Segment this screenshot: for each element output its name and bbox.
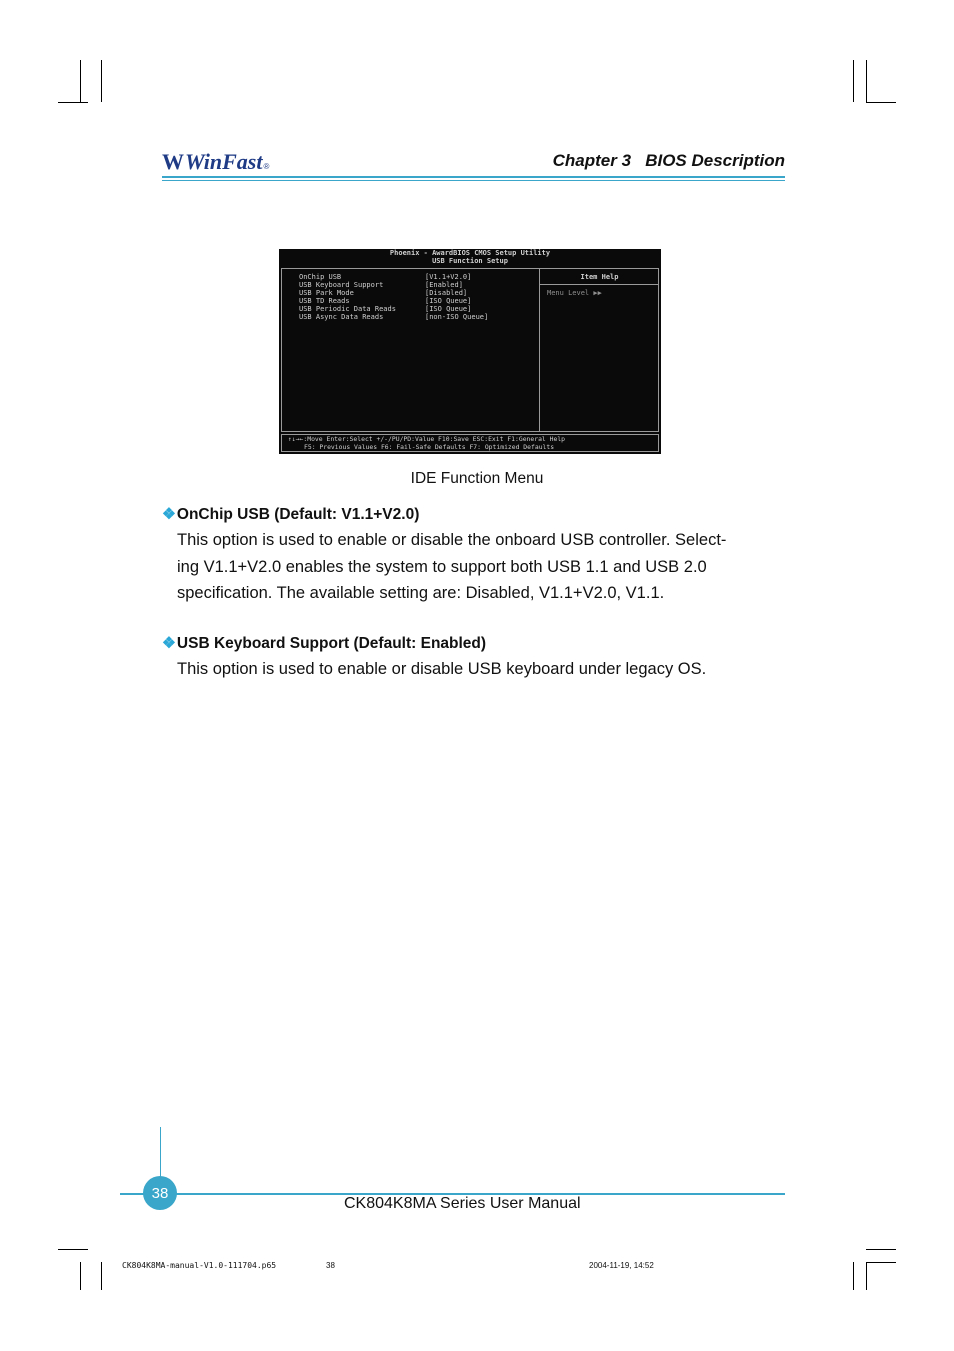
crop-mark [866, 1262, 867, 1290]
crop-mark [853, 60, 854, 102]
section-title-usb-keyboard [162, 634, 486, 653]
logo-registered: ® [263, 162, 270, 171]
crop-mark [853, 1262, 854, 1290]
bios-item-label: OnChip USB [299, 273, 342, 281]
diamond-bullet-icon: ❖ [162, 506, 176, 523]
crop-mark [101, 60, 102, 102]
logo-mark: W [162, 149, 181, 174]
bios-item [299, 297, 537, 305]
body-line: This option is used to enable or disable USB keyboard under legacy OS. [177, 660, 707, 678]
crop-mark [866, 102, 896, 103]
crop-mark [80, 60, 81, 102]
bios-item [299, 281, 537, 289]
logo-text: WinFast [185, 149, 263, 174]
body-line: This option is used to enable or disable the onboard USB controller. Select- [177, 531, 727, 549]
diamond-bullet-icon: ❖ [162, 635, 176, 652]
bios-item-value: [Enabled] [425, 281, 463, 289]
bios-item-label: USB TD Reads [299, 297, 350, 305]
section-body-usb-keyboard [177, 656, 706, 683]
bios-help-divider [540, 284, 659, 285]
crop-mark [101, 1262, 102, 1290]
page-number: 38 [151, 1184, 169, 1202]
section-title-onchip-usb [162, 505, 419, 524]
bios-menu-level: Menu Level ▶▶ [547, 289, 602, 297]
crop-mark [866, 60, 867, 102]
page-number-badge [143, 1176, 177, 1210]
body-line: specification. The available setting are: Disabled, V1.1+V2.0, V1.1. [177, 584, 665, 602]
bios-key-legend-line1: ↑↓→←:Move Enter:Select +/-/PU/PD:Value F10:Save ESC:Exit F1:General Help [288, 435, 566, 443]
section-title-text: USB Keyboard Support (Default: Enabled) [176, 635, 487, 652]
chapter-title: Chapter 3 BIOS Description [552, 151, 785, 170]
winfast-logo [162, 149, 269, 175]
section-title-text: OnChip USB (Default: V1.1+V2.0) [176, 506, 420, 523]
bios-item-label: USB Park Mode [299, 289, 354, 297]
page-header [162, 145, 785, 183]
crop-mark [58, 1249, 88, 1250]
bios-item [299, 313, 537, 321]
print-slug-date: 2004-11-19, 14:52 [589, 1261, 654, 1270]
header-rule [162, 176, 785, 178]
bios-item-label: USB Periodic Data Reads [299, 305, 396, 313]
bios-item [299, 305, 537, 313]
bios-item-value: [Disabled] [425, 289, 468, 297]
bios-item-value: [V1.1+V2.0] [425, 273, 472, 281]
manual-title: CK804K8MA Series User Manual [344, 1195, 581, 1212]
bios-item-value: [ISO Queue] [425, 297, 472, 305]
bios-item-value: [ISO Queue] [425, 305, 472, 313]
section-body-onchip-usb [177, 527, 726, 607]
bios-screenshot [279, 249, 661, 454]
bios-item-list [299, 273, 537, 321]
bios-item-help-title: Item Help [580, 273, 619, 281]
bios-item-value: [non-ISO Queue] [425, 313, 489, 321]
bios-divider [539, 268, 540, 432]
bios-key-legend [281, 434, 659, 452]
bios-key-legend-line2: F5: Previous Values F6: Fail-Safe Defaults F7: Optimized Defaults [304, 443, 555, 451]
bios-title-line1: Phoenix - AwardBIOS CMOS Setup Utility [389, 249, 551, 257]
header-rule-thin [162, 180, 785, 181]
bios-item [299, 289, 537, 297]
crop-mark [866, 1262, 896, 1263]
bios-item-label: USB Keyboard Support [299, 281, 384, 289]
bios-item-label: USB Async Data Reads [299, 313, 384, 321]
figure-caption: IDE Function Menu [410, 470, 544, 487]
bios-item [299, 273, 537, 281]
crop-mark [58, 102, 88, 103]
bios-title-line2: USB Function Setup [432, 257, 508, 265]
crop-mark [866, 1249, 896, 1250]
print-slug-file: CK804K8MA-manual-V1.0-111704.p65 [122, 1261, 277, 1270]
body-line: ing V1.1+V2.0 enables the system to support both USB 1.1 and USB 2.0 [177, 557, 707, 576]
bios-title [279, 249, 661, 265]
print-slug-page: 38 [326, 1261, 335, 1270]
crop-mark [80, 1262, 81, 1290]
